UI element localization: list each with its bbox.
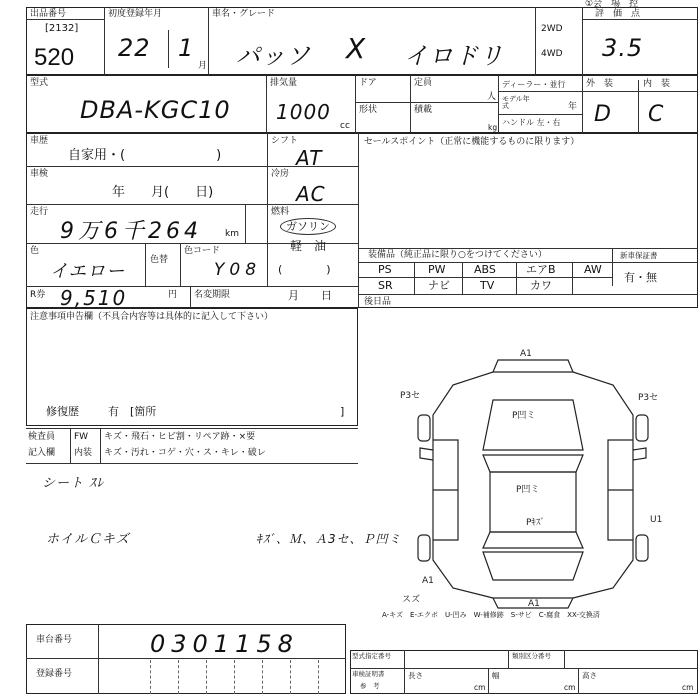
mark-p3se-right: P3セ xyxy=(638,393,659,403)
repair-label: 修復歴 xyxy=(46,405,79,418)
insurance-label: 名変期限 xyxy=(194,290,231,300)
mileage-label: 走行 xyxy=(30,207,49,217)
model-code-label: 型式 xyxy=(30,78,49,88)
length-unit: cm xyxy=(474,683,486,692)
color-change-label: 色替 xyxy=(150,255,169,265)
length-label: 長さ xyxy=(408,671,423,680)
kg-unit: kg xyxy=(488,123,498,132)
mark-u1: U1 xyxy=(650,515,663,525)
insurance-value: 月 日 xyxy=(288,289,332,302)
interior-grade: C xyxy=(648,102,665,127)
rear-label: 車検証明書 xyxy=(352,670,385,678)
warranty-value: 有・無 xyxy=(624,271,657,284)
fill-label: 記入欄 xyxy=(28,448,56,458)
shift-label: シフト xyxy=(271,136,299,146)
lot-number: 520 xyxy=(34,44,75,71)
equip-leather: カワ xyxy=(530,279,552,292)
mark-p-scratch: Pｷｽﾞ xyxy=(526,518,545,528)
drive-2wd: 2WD xyxy=(541,24,563,34)
history-value: 自家用・( ) xyxy=(68,148,222,163)
exterior-grade: D xyxy=(594,102,612,127)
interior-check-label: 内装 xyxy=(74,448,93,458)
sales-point-label: セールスポイント（正常に機能するものに限ります） xyxy=(364,137,580,147)
chassis-value: 0301158 xyxy=(150,630,299,658)
yen-unit: 円 xyxy=(168,290,178,300)
recycle-value: 9,510 xyxy=(60,286,128,310)
inspector-note-3: ｷｽﾞ、Ｍ、Ａ3セ、Ｐ凹ミ xyxy=(256,532,402,546)
repair-close: ] xyxy=(340,405,345,418)
car-name: パッソ xyxy=(236,42,311,70)
equip-ps: PS xyxy=(378,263,392,276)
ac-label: 冷房 xyxy=(271,169,290,179)
model-year-label: モデル年式 xyxy=(502,95,530,110)
displacement-label: 排気量 xyxy=(270,78,298,88)
inspection-label: 車検 xyxy=(30,169,49,179)
load-label: 積載 xyxy=(414,105,433,115)
inspection-value: 年 月( 日) xyxy=(112,185,214,200)
interior-label: 内 装 xyxy=(643,79,671,89)
score: 3.5 xyxy=(602,34,644,62)
equip-aw: AW xyxy=(584,263,602,276)
mark-a1-rear: A1 xyxy=(528,599,540,609)
declaration-label: 注意事項申告欄（不具合内容等は具体的に記入して下さい） xyxy=(30,312,274,322)
color-value: イエロー xyxy=(50,261,126,282)
reference-label: 参 考 xyxy=(360,682,380,690)
capacity-label: 定員 xyxy=(414,78,433,88)
reg-number-label: 登録番号 xyxy=(36,669,73,679)
grade-extra: イロドリ xyxy=(404,42,504,70)
height-unit: cm xyxy=(682,683,694,692)
equip-pw: PW xyxy=(428,263,446,276)
score-label: 評 価 点 xyxy=(595,9,641,19)
equip-sr: SR xyxy=(378,279,393,292)
km-unit: km xyxy=(225,229,239,239)
fuel-paren: ( ) xyxy=(278,263,331,276)
color-code-label: 色コード xyxy=(184,246,221,256)
mark-p-hood: P凹ミ xyxy=(512,411,536,421)
width-label: 幅 xyxy=(492,671,500,680)
displacement: 1000 xyxy=(276,100,331,124)
recycle-label: R券 xyxy=(30,290,46,300)
model-grade-label: 車名・グレード xyxy=(212,9,276,19)
mileage-value: 9万6千264 xyxy=(60,219,202,244)
category-label: 類別区分番号 xyxy=(512,652,551,660)
fuel-gasoline: ガソリン xyxy=(280,218,336,235)
chassis-label: 車台番号 xyxy=(36,635,73,645)
person-unit: 人 xyxy=(487,92,497,102)
shift-value: AT xyxy=(296,146,323,170)
diagram-legend: A-キズ E-エクボ U-凹み W-補修跡 S-サビ C-腐食 XX-交換済 xyxy=(382,611,600,619)
color-code: Y08 xyxy=(214,260,262,280)
type-designation-label: 型式指定番号 xyxy=(352,652,391,660)
mark-p-roof: P凹ミ xyxy=(516,485,540,495)
inspector-label: 検査員 xyxy=(28,432,56,442)
fuel-light-oil: 軽 油 xyxy=(290,239,327,253)
cc-unit: cc xyxy=(340,121,350,131)
height-label: 高さ xyxy=(582,671,597,680)
inspector-note-1: シート ｽﾚ xyxy=(42,476,105,491)
dealer-label: ディーラー・並行 xyxy=(502,80,566,89)
width-unit: cm xyxy=(564,683,576,692)
repair-value: 有 [箇所 xyxy=(108,405,157,418)
mark-a1-front: A1 xyxy=(520,349,532,359)
year-unit: 年 xyxy=(568,102,578,112)
color-label: 色 xyxy=(30,246,40,256)
history-label: 車歴 xyxy=(30,136,49,146)
handle-label: ハンドル 左・右 xyxy=(502,118,561,127)
exterior-label: 外 装 xyxy=(586,79,614,89)
grade: X xyxy=(346,32,367,65)
equip-abs: ABS xyxy=(474,263,496,276)
fuel-label: 燃料 xyxy=(271,207,290,217)
equip-navi: ナビ xyxy=(428,279,450,292)
fw-items: キズ・飛石・ヒビ割・リペア跡・×要 xyxy=(104,432,256,442)
month-unit: 月 xyxy=(198,61,208,71)
warranty-label: 新車保証書 xyxy=(620,251,658,260)
auction-code: [2132] xyxy=(45,23,79,34)
interior-items: キズ・汚れ・コゲ・穴・ス・キレ・破レ xyxy=(104,448,266,458)
later-label: 後日品 xyxy=(364,297,392,307)
top-note: ①会 場 控 xyxy=(585,0,639,9)
lot-label: 出品番号 xyxy=(30,9,67,19)
reg-month: 1 xyxy=(178,34,195,62)
ac-value: AC xyxy=(296,182,326,206)
first-reg-label: 初度登録年月 xyxy=(108,9,163,19)
shape-label: 形状 xyxy=(359,105,378,115)
reg-year: 22 xyxy=(118,34,151,62)
mark-suzu: スズ xyxy=(402,595,421,605)
mark-p3se-left: P3セ xyxy=(400,391,421,401)
equipment-label: 装備品（純正品に限り○をつけてください） xyxy=(368,250,547,260)
equip-tv: TV xyxy=(480,279,495,292)
doors-label: ドア xyxy=(359,78,377,88)
model-code: DBA-KGC10 xyxy=(80,96,231,124)
equip-airbag: エアB xyxy=(526,263,556,276)
fw-label: FW xyxy=(74,432,89,442)
inspector-note-2: ホイルＣキズ xyxy=(46,532,130,547)
car-diagram xyxy=(398,340,688,610)
drive-4wd: 4WD xyxy=(541,49,563,59)
mark-a1-left: A1 xyxy=(422,576,434,586)
